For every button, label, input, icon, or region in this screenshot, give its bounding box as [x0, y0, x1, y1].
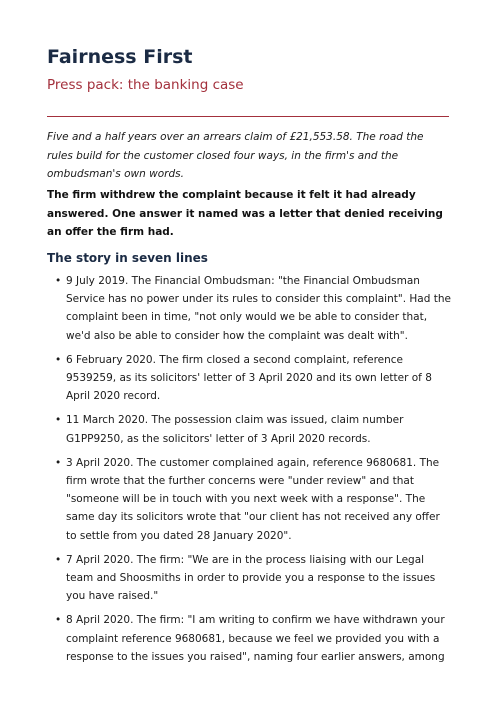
- timeline-item-text: 3 April 2020. The customer complained again, reference 9680681. The firm wrote that the further concerns were "under review" and that "someone will be in touch with you next week with a response". The same day its solicitors wrote that "our client has not received any offer to settle from you dated 28 January 2020".: [66, 456, 440, 542]
- bullet-icon: •: [55, 275, 62, 287]
- timeline-item-text: 6 February 2020. The firm closed a second complaint, reference 9539259, as its solicitors' letter of 3 April 2020 and its own letter of 8 April 2020 record.: [66, 353, 432, 403]
- timeline-item: [47, 272, 451, 345]
- bullet-icon: •: [55, 456, 62, 469]
- timeline-item-text: 11 March 2020. The possession claim was issued, claim number G1PP9250, as the solicitors' letter of 3 April 2020 records.: [66, 414, 404, 445]
- intro-paragraph: Five and a half years over an arrears claim of £21,553.58. The road the rules build for the customer closed four ways, in the firm's and the ombudsman's own words.: [47, 131, 424, 180]
- timeline-item: [47, 551, 451, 606]
- timeline-item-text: 8 April 2020. The firm: "I am writing to confirm we have withdrawn your complaint reference 9680681, because we feel we provided you with a response to the issues you raised", naming four earlier answers, among: [66, 614, 445, 663]
- bullet-icon: •: [55, 353, 62, 366]
- timeline-item-text: 9 July 2019. The Financial Ombudsman: "the Financial Ombudsman Service has no power under its rules to consider this complaint". Had the complaint been in time, "not only would we be able to consider that, we'd also be able to consider how the complaint was dealt with".: [66, 275, 451, 342]
- bullet-icon: •: [55, 614, 62, 627]
- bullet-icon: •: [55, 553, 62, 566]
- timeline-item: [47, 411, 451, 447]
- bullet-icon: •: [55, 414, 62, 427]
- timeline-item: [47, 611, 451, 666]
- timeline-item-text: 7 April 2020. The firm: "We are in the process liaising with our Legal team and Shoosmiths in order to provide you a response to the issues you have raised.": [66, 553, 436, 603]
- timeline-item: [47, 454, 451, 545]
- section-heading: The story in seven lines: [47, 251, 208, 265]
- title-divider: [47, 116, 449, 117]
- page-title: Fairness First: [47, 46, 193, 68]
- timeline-list: [47, 272, 451, 672]
- lede-paragraph: The firm withdrew the complaint because it felt it had already answered. One answer it named was a letter that denied receiving an offer the firm had.: [47, 189, 443, 238]
- page-subtitle: Press pack: the banking case: [47, 77, 244, 93]
- timeline-item: [47, 351, 451, 406]
